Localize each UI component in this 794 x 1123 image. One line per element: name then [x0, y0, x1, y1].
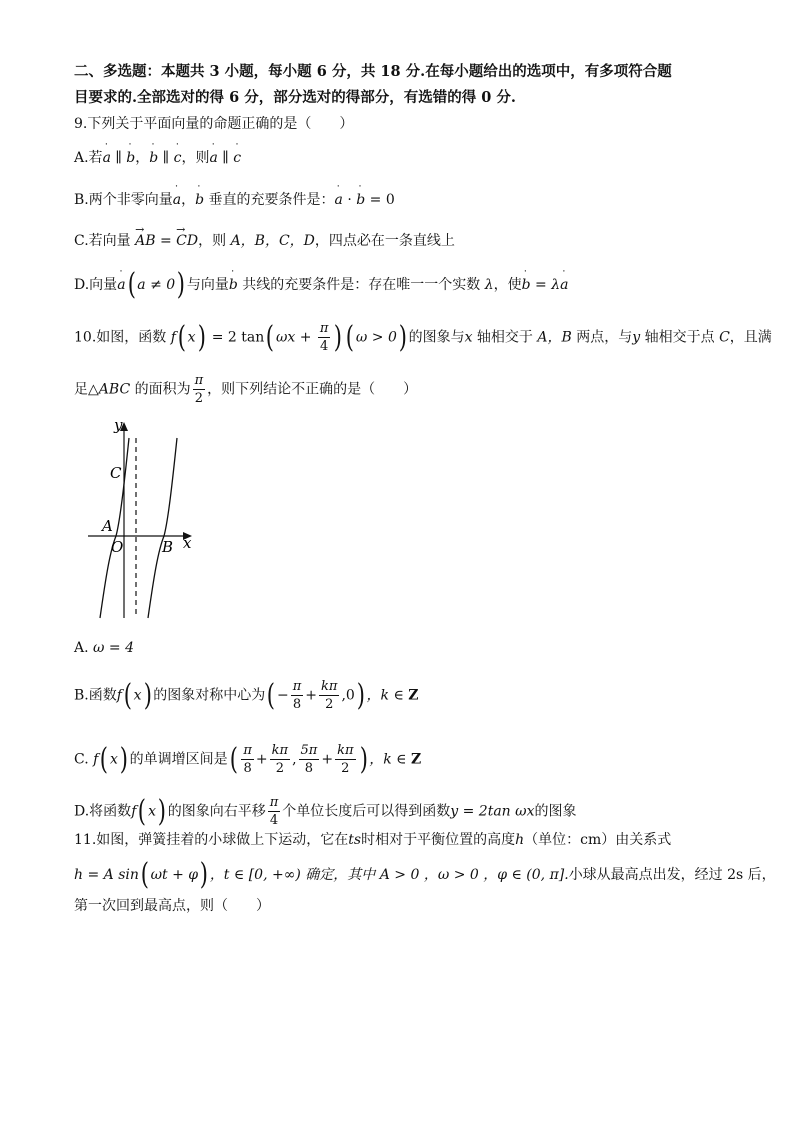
tangent-branch-right: [148, 438, 177, 618]
label-y: y: [114, 416, 123, 434]
q9-option-d: D.向量˙ a( a ≠ 0) 与向量˙ b 共线的充要条件是：存在唯一一个实数 λ，使˙ b = λ˙ a: [74, 270, 568, 300]
q9-option-c: C.若向量 → AB = → CD，则 A，B，C，D，四点必在一条直线上: [74, 231, 455, 251]
section-header-line1: 二、多选题：本题共 3 小题，每小题 6 分，共 18 分.在每小题给出的选项中，有多项符合题: [74, 63, 672, 80]
q9-option-a: A.若˙ a ∥ ˙ b，˙ b ∥ ˙ c，则˙ a ∥ ˙ c: [74, 148, 241, 168]
section-header-line2: 目要求的.全部选对的得 6 分，部分选对的得部分，有选错的得 0 分.: [74, 89, 516, 106]
q10-stem-line2: 足△ABC 的面积为 $\frac{\pi}{2}$ ，则下列结论不正确的是（ ）: [74, 373, 418, 406]
label-b: B: [162, 538, 174, 556]
q11-line2: h = A sin( ωt + φ) ，t ∈ [0, +∞) 确定，其中 A > 0 ，ω > 0 ，φ ∈ (0, π].小球从最高点出发，经过 2s 后，: [74, 857, 776, 892]
label-o: O: [111, 538, 124, 556]
q10-option-d: D.将函数f( x) 的图象向右平移 $\frac{\pi}{4}$ 个单位长度后可以得到函数y = 2tan ωx的图象: [74, 793, 577, 829]
q10-option-b: B.函数f( x) 的图象对称中心为( − $\frac{\pi}{8}$ + $\frac{k\pi}{2}$ ,0) ，k ∈ Z: [74, 677, 419, 713]
q10-stem-line1: 10.如图，函数 f( x) = 2 tan( ωx + $\frac{\pi}{4}$ ) ( ω > 0) 的图象与x 轴相交于 A，B 两点，与y 轴相交于点 C，且满: [74, 319, 772, 355]
q10-option-c: C. f( x) 的单调增区间是( $\frac{\pi}{8}$ + $\frac{k\pi}{2}$ , $\frac{5\pi}{8}$ + $\frac{k\pi}{2}$ ) ，k ∈ Z: [74, 741, 422, 777]
q9-option-b: B.两个非零向量˙ a，˙ b 垂直的充要条件是：˙ a · ˙ b = 0: [74, 190, 395, 210]
q10-option-a: A. ω = 4: [74, 640, 134, 656]
label-c: C: [110, 464, 122, 482]
tangent-function-graph: [80, 416, 210, 622]
label-a: A: [102, 517, 113, 535]
q11-line1: 11.如图，弹簧挂着的小球做上下运动，它在ts时相对于平衡位置的高度h（单位：cm）由关系式: [74, 832, 672, 848]
label-x: x: [183, 534, 192, 552]
q11-line3: 第一次回到最高点，则（ ）: [74, 898, 270, 914]
q9-stem: 9.下列关于平面向量的命题正确的是（ ）: [74, 116, 354, 132]
